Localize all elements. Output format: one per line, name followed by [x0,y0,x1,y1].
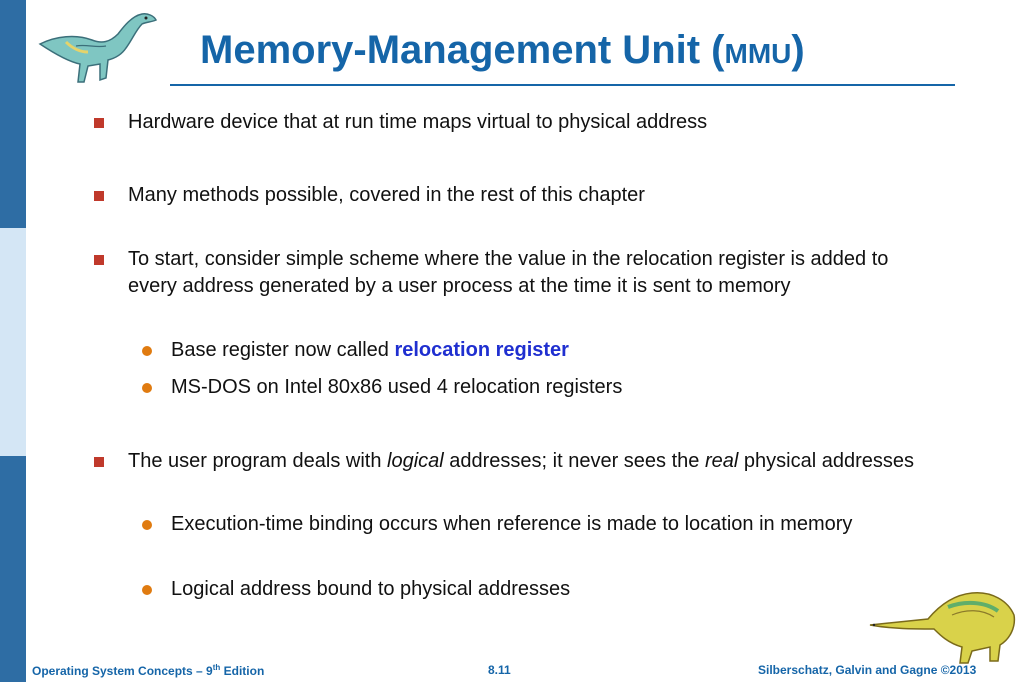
bullet-text: Many methods possible, covered in the rest of this chapter [128,184,645,206]
text-segment: addresses; it never sees the [443,450,705,472]
round-bullet-icon [142,585,152,595]
sidebar-segment-top [0,0,26,228]
sidebar-segment-middle [0,228,26,456]
sub-bullet-prefix: Base register now called [171,339,395,361]
title-main: Memory-Management Unit ( [200,28,725,72]
sidebar-stripe [0,0,26,682]
square-bullet-icon [94,457,104,467]
italic-term: logical [387,450,444,472]
italic-term: real [704,450,739,472]
title-underline [170,84,955,86]
footer-edition-text: Edition [220,664,265,678]
footer-page-number: 8.11 [488,663,511,677]
slide-title [200,28,805,73]
footer-course [32,663,264,678]
bullet-text: Hardware device that at run time maps virtual to physical address [128,111,708,133]
title-close: ) [791,28,805,72]
sub-bullet-text: Execution-time binding occurs when reference is made to location in memory [171,513,853,535]
bullet-text: To start, consider simple scheme where the value in the relocation register is added to every address generated by a user process at the time it is sent to memory [128,248,889,297]
dinosaur-bottom-icon [868,585,1018,665]
footer-superscript: th [212,663,221,672]
footer-copyright: Silberschatz, Galvin and Gagne ©2013 [758,663,977,677]
text-segment: physical addresses [738,450,914,472]
square-bullet-icon [94,255,104,265]
title-abbr: MMU [724,38,792,69]
round-bullet-icon [142,346,152,356]
sidebar-segment-bottom [0,456,26,682]
dinosaur-logo-icon [36,6,160,86]
sub-bullet-text: Logical address bound to physical addresses [171,578,571,600]
round-bullet-icon [142,520,152,530]
sub-bullet-text [171,337,911,364]
square-bullet-icon [94,191,104,201]
text-segment: The user program deals with [128,450,388,472]
bullet-text [128,448,918,475]
round-bullet-icon [142,383,152,393]
sub-bullet-text: MS-DOS on Intel 80x86 used 4 relocation registers [171,376,623,398]
square-bullet-icon [94,118,104,128]
footer-course-text: Operating System Concepts – 9 [32,664,213,678]
highlight-term: relocation register [394,339,569,361]
